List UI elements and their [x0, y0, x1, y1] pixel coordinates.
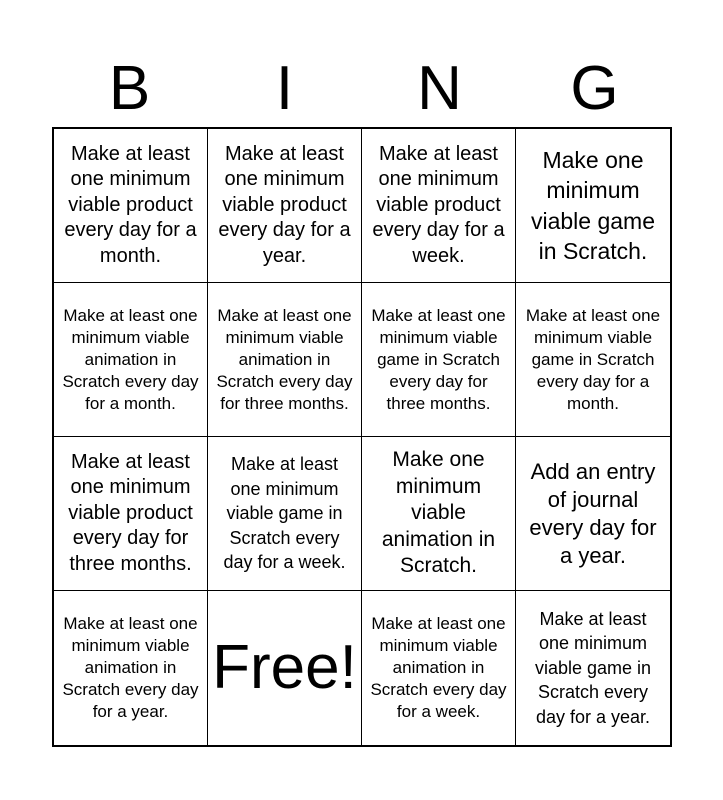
cell-text: Make at least one minimum viable product every day for a week.	[372, 142, 505, 267]
bingo-board	[52, 127, 672, 747]
bingo-cell[interactable]	[362, 437, 516, 591]
cell-text: Add an entry of journal every day for a year.	[529, 458, 657, 568]
cell-text: Make at least one minimum viable product every day for three months.	[68, 450, 193, 575]
cell-text: Make at least one minimum viable game in Scratch every day for a week.	[223, 454, 346, 573]
cell-text: Make at least one minimum viable product every day for a month.	[64, 142, 197, 267]
bingo-cell[interactable]	[54, 129, 208, 283]
cell-text: Make at least one minimum viable animation in Scratch every day for a year.	[62, 614, 199, 721]
free-space-cell[interactable]	[208, 591, 362, 745]
cell-text: Make at least one minimum viable animation in Scratch every day for a week.	[370, 614, 507, 721]
bingo-cell[interactable]	[208, 437, 362, 591]
bingo-cell[interactable]	[54, 591, 208, 745]
bingo-cell[interactable]	[516, 129, 670, 283]
cell-text: Make at least one minimum viable game in Scratch every day for three months.	[371, 305, 506, 413]
bingo-cell[interactable]	[54, 283, 208, 437]
bingo-cell[interactable]	[208, 129, 362, 283]
cell-text: Make at least one minimum viable product every day for a year.	[218, 142, 351, 267]
header-letter-n: N	[417, 54, 462, 123]
cell-text: Make one minimum viable game in Scratch.	[530, 146, 656, 264]
bingo-cell[interactable]	[362, 591, 516, 745]
cell-text: Make one minimum viable animation in Scratch.	[381, 448, 496, 578]
bingo-cell[interactable]	[516, 437, 670, 591]
header-letter-b: B	[108, 54, 151, 123]
cell-text: Make at least one minimum viable game in Scratch every day for a month.	[525, 305, 661, 413]
bingo-cell[interactable]	[362, 129, 516, 283]
free-space-text: Free!	[212, 633, 357, 702]
header-letter-i: I	[275, 54, 294, 123]
cell-text: Make at least one minimum viable animation in Scratch every day for a month.	[62, 305, 199, 413]
header-letter-g: G	[570, 54, 619, 123]
cell-text: Make at least one minimum viable animation in Scratch every day for three months.	[216, 305, 353, 413]
bingo-header	[52, 50, 672, 128]
bingo-cell[interactable]	[516, 283, 670, 437]
cell-text: Make at least one minimum viable game in Scratch every day for a year.	[534, 608, 652, 727]
bingo-cell[interactable]	[54, 437, 208, 591]
bingo-cell[interactable]	[362, 283, 516, 437]
bingo-cell[interactable]	[208, 283, 362, 437]
bingo-cell[interactable]	[516, 591, 670, 745]
